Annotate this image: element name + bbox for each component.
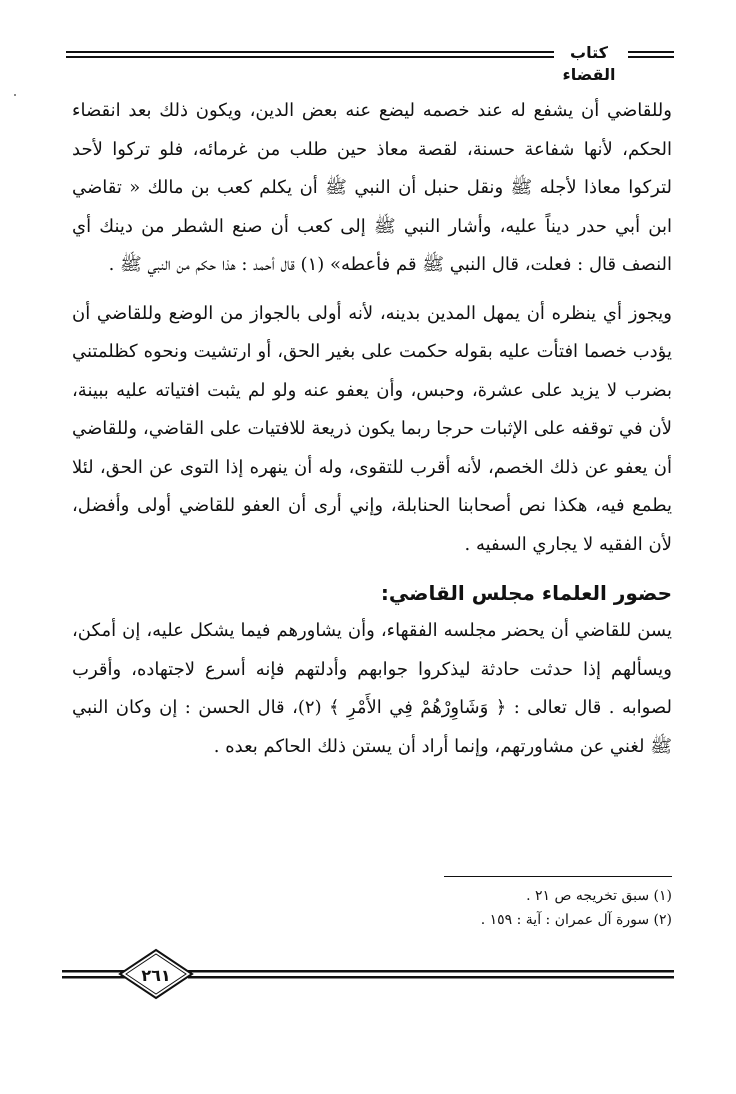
footer-rule-left-top (62, 970, 126, 973)
section-heading: حضور العلماء مجلس القاضي: (380, 581, 672, 605)
footer-rule-right-top (188, 970, 674, 973)
header-title: كتاب القضاء (562, 43, 616, 84)
footer-ornament (62, 948, 674, 1004)
footer-rule-left-bottom (62, 976, 126, 979)
scan-speck (14, 94, 16, 96)
paragraph-deferral-discipline: ويجوز أي ينظره أن يمهل المدين بدينه، لأنه أولى بالجواز من الوضع وللقاضي أن يؤدب خصما افتأت عليه بقوله حكمت على بغير الحق، أو ارتشيت ونحوه كظلمتني بضرب لا يزيد على عشرة، وحبس، وأن يعفو عنه ولو لم يثبت افتياته عليه ببينة، لأن في توقفه على الإثبات حرجا ربما يكون ذريعة للافتيات على القاضي، وللقاضي أن يعفو عن ذلك الخصم، لأنه أقرب للتقوى، وله أن ينهره إذا التوى عن الحق، لئلا يطمع فيه، هكذا نص أصحابنا الحنابلة، وإني أرى أن العفو للقاضي أولى وأفضل، لأن الفقيه لا يجاري السفيه . (72, 302, 673, 555)
page-number: ٢٦١ (141, 966, 171, 985)
header-rule-left (66, 51, 554, 58)
footnote-1: (١) سبق تخريجه ص ٢١ . (526, 888, 672, 904)
footer-rule-right-bottom (188, 976, 674, 979)
header-rule-right (628, 51, 674, 58)
footnote-2: (٢) سورة آل عمران : آية : ١٥٩ . (480, 912, 672, 928)
running-header (66, 42, 674, 84)
paragraph-intercession: وللقاضي أن يشفع له عند خصمه ليضع عنه بعض الدين، ويكون ذلك بعد انقضاء الحكم، لأنها شفاعة حسنة، لقصة معاذ حين طلب من غرمائه، فلو تركوا لأحد لتركوا معاذا لأجله ﷺ ونقل حنبل أن النبي ﷺ أن يكلم كعب بن مالك « تقاضي ابن أبي حدر ديناً عليه، وأشار النبي ﷺ إلى كعب أن صنع الشطر من دينك أي النصف قال : فعلت، قال النبي ﷺ قم فأعطه» (١) قال أحمد : هذا حكم من النبي ﷺ . (72, 100, 672, 275)
page-body (72, 92, 672, 776)
footnote-separator (444, 876, 672, 877)
footnotes (252, 884, 672, 932)
page-footer (62, 948, 674, 1004)
paragraph-consultation: يسن للقاضي أن يحضر مجلسه الفقهاء، وأن يشاورهم فيما يشكل عليه، إن أمكن، ويسألهم إذا حدثت حادثة ليذكروا جوابهم وأدلتهم فإنه أسرع لاجتهاده، وأقرب لصوابه . قال تعالى : ﴿ وَشَاوِرْهُمْ فِي الأَمْرِ ﴾ (٢)، قال الحسن : إن وكان النبي ﷺ لغني عن مشاورتهم، وإنما أراد أن يستن ذلك الحاكم بعده . (72, 620, 672, 757)
